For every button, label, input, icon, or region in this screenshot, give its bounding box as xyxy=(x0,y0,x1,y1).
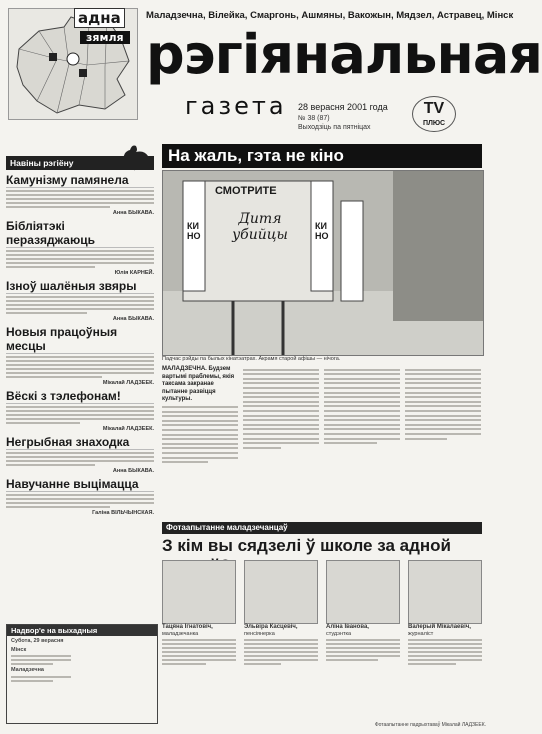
cinema-sign-top: СМОТРИТЕ xyxy=(215,185,277,197)
cinema-sign-title: Дитя убийцы xyxy=(232,211,288,243)
weather-city: Маладзечна xyxy=(11,667,44,673)
person-photo xyxy=(244,560,318,624)
photo-poll-bar: Фотаапытанне маладзечанцаў xyxy=(162,522,482,534)
article-column xyxy=(243,366,319,451)
photo-caption: Падчас рэйды па былых кінатэатрах. Акрамя старой афішы — нічога. xyxy=(162,356,341,362)
adna-zyamlya-logo xyxy=(74,8,136,48)
poll-credit: Фотаапытанне падрыхтаваў Мікалай ЛАДЗЕЕК. xyxy=(374,722,486,728)
person-caption xyxy=(244,624,318,667)
news-signature: Анна БЫКАВА. xyxy=(112,468,154,474)
tv-label: ТV xyxy=(423,100,445,117)
tv-plus-badge xyxy=(412,96,456,132)
news-signature: Юлія КАРНЕЙ. xyxy=(114,270,154,276)
article-text xyxy=(324,369,400,445)
people-photos xyxy=(162,560,482,622)
weather-box xyxy=(6,624,158,724)
news-text xyxy=(6,250,154,268)
cinema-sign-right: КИНО xyxy=(315,221,329,241)
news-signature: Анна БЫКАВА. xyxy=(112,210,154,216)
person-name: Аліна Іванова, xyxy=(326,624,369,630)
person-photo xyxy=(162,560,236,624)
photo-poll-headline: З кім вы сядзелі ў школе за адной xyxy=(162,536,451,555)
news-title: Навучанне выцімацца xyxy=(6,477,154,492)
main-photo xyxy=(162,170,484,356)
news-signature: Мікалай ЛАДЗЕЕК. xyxy=(102,426,154,432)
article-column xyxy=(162,366,238,466)
newspaper-subtitle: газета xyxy=(185,92,287,120)
person-caption xyxy=(326,624,400,663)
newspaper-title: рэгіянальная xyxy=(146,23,542,86)
cinema-sign-left: КИНО xyxy=(187,221,201,241)
news-text xyxy=(6,406,154,424)
article-text xyxy=(405,369,481,440)
person-role: маладзечанка xyxy=(162,630,199,637)
news-title: Вёскі з тэлефонам! xyxy=(6,389,154,404)
person-name: Тацяна Ігнатовіч, xyxy=(162,624,213,630)
article-column xyxy=(405,366,481,442)
news-signature: Галіна ВІЛЬЧЫНСКАЯ. xyxy=(92,510,154,516)
person-name: Валерый Мікалаевіч, xyxy=(408,624,471,630)
person-photo xyxy=(326,560,400,624)
news-title: Новыя працоўныя месцы xyxy=(6,325,154,354)
issue-number: № 38 (87) xyxy=(298,115,330,122)
section-header: Навіны рэгіёну xyxy=(6,156,154,170)
person-caption xyxy=(162,624,236,667)
person-role: журналіст xyxy=(408,630,434,637)
news-signature: Мікалай ЛАДЗЕЕК. xyxy=(102,380,154,386)
article-lead: МАЛАДЗЕЧНА. Будзем вартымі праблемы, якія таксама закранае пытанне развіцця культуры. xyxy=(162,366,235,402)
zyamlya-label: зямля xyxy=(80,31,130,44)
person-answer xyxy=(326,639,400,661)
issue-note: Выходзіць па пятніцах xyxy=(298,124,371,131)
weather-day: Субота, 29 верасня xyxy=(11,638,64,644)
news-text xyxy=(6,356,154,378)
plus-label: ПЛЮС xyxy=(422,120,446,127)
weather-text xyxy=(7,676,75,682)
news-title: Ізноў шалёныя звяры xyxy=(6,279,154,294)
person-answer xyxy=(408,639,482,665)
news-text xyxy=(6,494,154,508)
weather-text xyxy=(7,655,75,665)
article-column xyxy=(324,366,400,447)
news-title: Негрыбная знаходка xyxy=(6,435,154,450)
news-text xyxy=(6,452,154,466)
article-text xyxy=(162,406,238,463)
issue-date: 28 верасня 2001 года xyxy=(298,102,388,112)
person-caption xyxy=(408,624,482,667)
cinema-photo-graphic xyxy=(163,171,483,355)
news-title: Бібліятэкі перазяджаюць xyxy=(6,219,154,248)
person-role: студэнтка xyxy=(326,630,352,637)
news-signature: Анна БЫКАВА. xyxy=(112,316,154,322)
article-text xyxy=(243,369,319,449)
cities-line: Маладзечна, Вілейка, Смаргонь, Ашмяны, Вакожын, Мядзел, Астравец, Мінск xyxy=(146,10,514,21)
person-answer xyxy=(244,639,318,665)
news-text xyxy=(6,296,154,314)
person-photo xyxy=(408,560,482,624)
news-text xyxy=(6,190,154,208)
weather-city: Мінск xyxy=(11,646,27,653)
news-column xyxy=(6,156,154,516)
adna-label: адна xyxy=(74,8,125,28)
person-answer xyxy=(162,639,236,665)
person-name: Эльвіра Касцевіч, xyxy=(244,624,298,630)
news-title: Камунізму памянела xyxy=(6,173,154,188)
main-headline: На жаль, гэта не кіно xyxy=(162,144,482,168)
person-role: пенсіянерка xyxy=(244,630,275,637)
weather-header: Надвор'е на выхадныя xyxy=(7,625,157,636)
issue-info xyxy=(298,114,371,132)
